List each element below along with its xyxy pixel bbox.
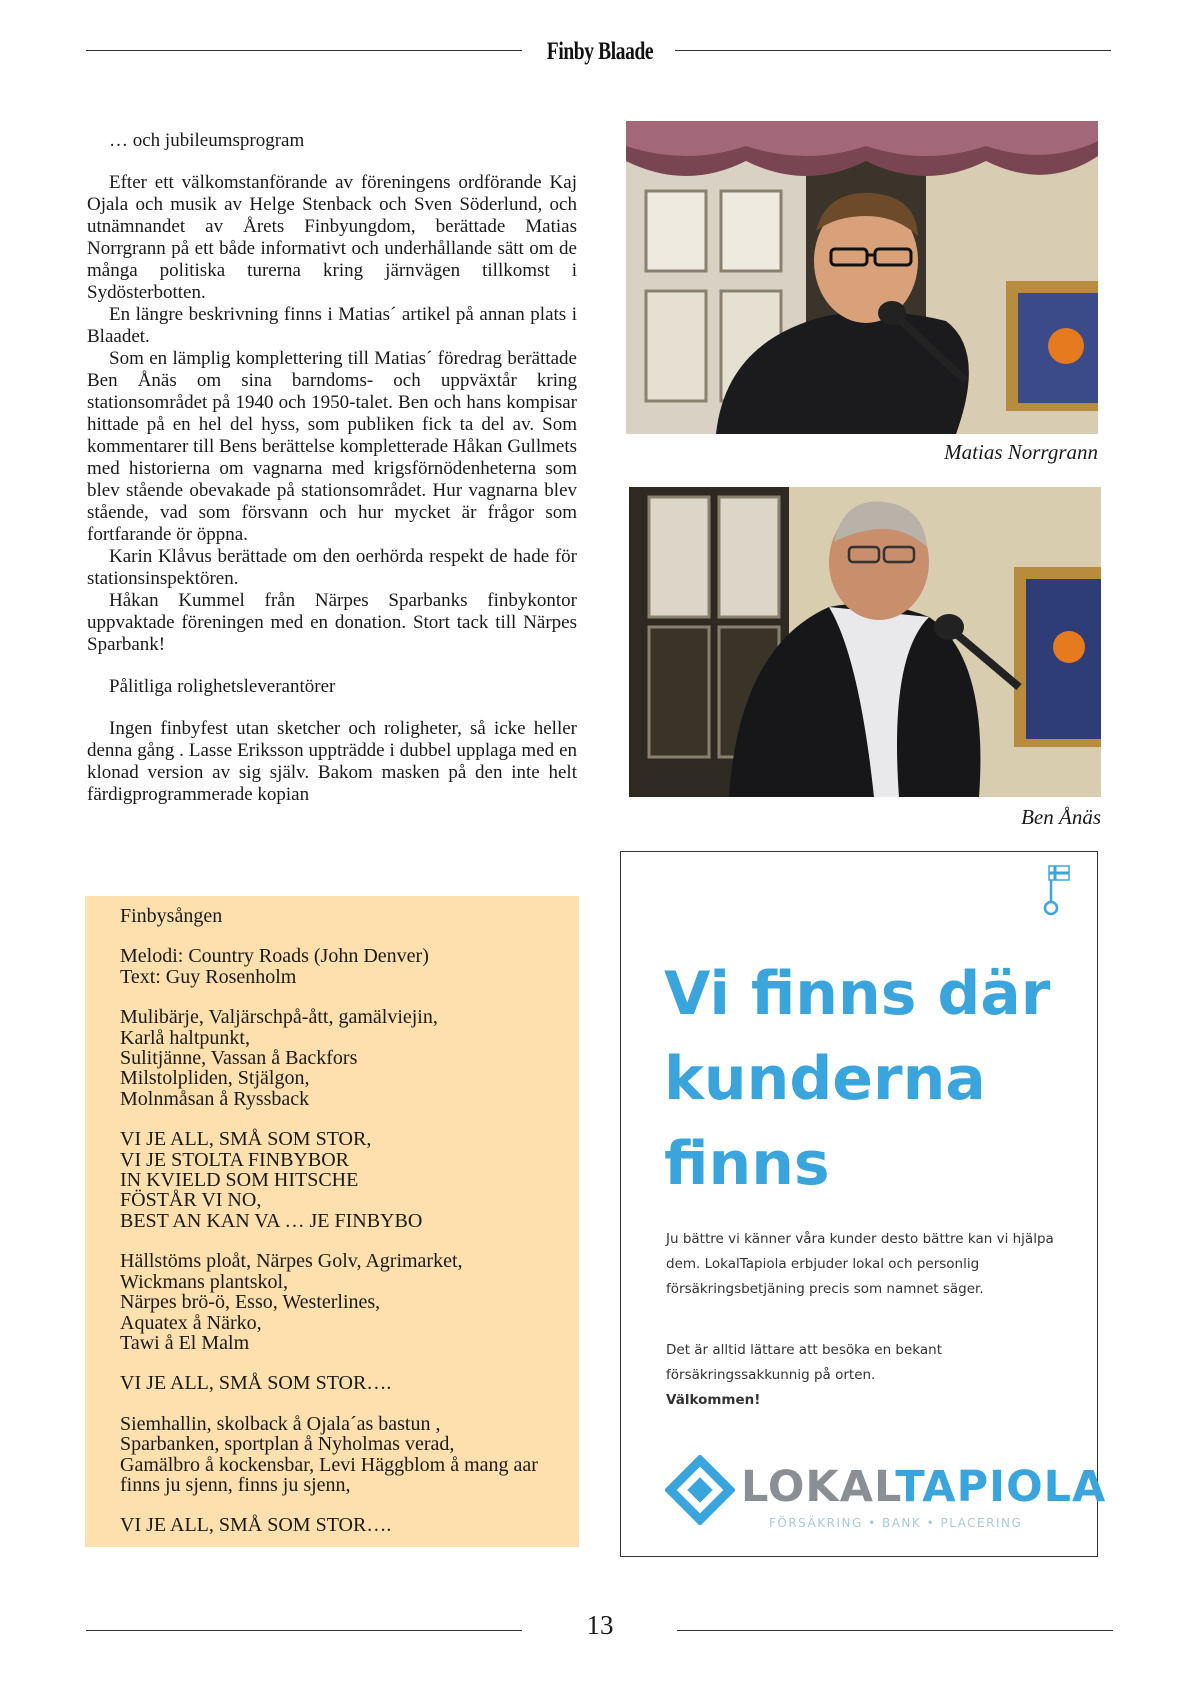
song-line: Sulitjänne, Vassan å Backfors [120, 1047, 358, 1070]
song-line: Molnmåsan å Ryssback [120, 1087, 310, 1110]
ad-body-text: Ju bättre vi känner våra kunder desto bättre kan vi hjälpa dem. LokalTapiola erbjuder lokal och personlig försäkringsbetjäning precis som namnet säger. [666, 1231, 1054, 1297]
song-stanza [120, 946, 579, 987]
song-line: Karlå haltpunkt, [120, 1026, 250, 1049]
masthead-title: Finby Blaade [546, 38, 654, 65]
song-line: Gamälbro å kockensbar, Levi Häggblom å mang aar [120, 1453, 538, 1476]
song-stanza [120, 1373, 579, 1393]
article-paragraph: Håkan Kummel från Närpes Sparbanks finbykontor uppvaktade föreningen med en donation. Stort tack till Närpes Sparbank! [87, 590, 577, 655]
song-stanza [120, 1251, 579, 1353]
article-paragraph: En längre beskrivning finns i Matias´ artikel på annan plats i Blaadet. [87, 304, 577, 347]
song-line: Sparbanken, sportplan å Nyholmas verad, [120, 1433, 455, 1456]
article-paragraph: Karin Klåvus berättade om den oerhörda respekt de hade för stationsinspektören. [87, 546, 577, 589]
song-title: Finbysången [120, 905, 223, 927]
ad-brand-name [741, 1462, 1106, 1512]
song-line: Wickmans plantskol, [120, 1270, 289, 1293]
ad-body-text: Det är alltid lättare att besöka en bekant försäkringssakkunnig på orten. [666, 1342, 943, 1383]
article-subheading: Pålitliga rolighetsleverantörer [109, 676, 336, 697]
song-line: Milstolpliden, Stjälgon, [120, 1067, 310, 1090]
ad-brand-part: LOKAL [741, 1462, 896, 1512]
song-line: IN KVIELD SOM HITSCHE [120, 1169, 359, 1192]
article-paragraph: Efter ett välkomstanförande av föreningens ordförande Kaj Ojala och musik av Helge Stenback och Sven Söderlund, och utnämnandet av Årets Finbyungdom, berättade Matias Norrgrann på ett både informativt och underhållande sätt om de många politiska turerna kring järnvägen tillkomst i Sydösterbotten. [87, 172, 577, 303]
ad-headline [664, 952, 1084, 1207]
photo-caption-2: Ben Ånäs [1021, 805, 1101, 829]
article-heading: … och jubileumsprogram [109, 130, 305, 151]
article-body-2 [87, 718, 577, 806]
page-number: 13 [586, 1610, 614, 1640]
lokaltapiola-advertisement[interactable] [620, 851, 1107, 1557]
ad-welcome: Välkommen! [666, 1392, 761, 1408]
key-flag-icon [1041, 864, 1077, 920]
photo-speaker-2 [629, 487, 1101, 797]
song-line: Aquatex å Närko, [120, 1311, 262, 1334]
photo-caption-1: Matias Norrgrann [944, 440, 1098, 464]
header-rule-right [675, 50, 1111, 51]
ad-brand-part: TAPIOLA [895, 1462, 1107, 1512]
song-line: Tawi å El Malm [120, 1331, 250, 1354]
photo-illustration [626, 121, 1098, 434]
song-line: Melodi: Country Roads (John Denver) [120, 945, 429, 968]
song-box [85, 896, 579, 1547]
song-line: VI JE ALL, SMÅ SOM STOR…. [120, 1514, 392, 1537]
article-paragraph: Ingen finbyfest utan sketcher och roligheter, så icke heller denna gång . Lasse Eriksson uppträdde i dubbel upplaga med en klonad version av sig själv. Bakom masken på den inte helt färdigprogrammerade kopian [87, 718, 577, 805]
song-line: FÖSTÅR VI NO, [120, 1189, 262, 1212]
song-stanza [120, 1007, 579, 1109]
ad-headline-line: kunderna [664, 1044, 986, 1114]
song-line: Text: Guy Rosenholm [120, 965, 297, 988]
footer-rule-right [677, 1630, 1113, 1631]
article-paragraph: Som en lämplig komplettering till Matias´ föredrag berättade Ben Ånäs om sina barndoms- och uppväxtår kring stationsområdet på 1940 och 1950-talet. Ben och hans kompisar hittade på en hel del hyss, som publiken fick ta del av. Som kommentarer till Bens berättelse kompletterade Håkan Gullmets med historierna om vagnarna med krigsförnödenheterna som blev stående obevakade på stationsområdet. Hur vagnarna blev stående, vad som försvann och hur mycket är frågor som fortfarande ör öppna. [87, 348, 577, 545]
song-line: VI JE ALL, SMÅ SOM STOR…. [120, 1372, 392, 1395]
ad-headline-line: Vi finns där [664, 959, 1051, 1029]
song-line: BEST AN KAN VA … JE FINBYBO [120, 1209, 423, 1232]
lokaltapiola-logo-icon [665, 1455, 735, 1529]
footer-rule-left [86, 1630, 522, 1631]
ad-headline-line: finns [664, 1129, 830, 1199]
song-line: VI JE STOLTA FINBYBOR [120, 1148, 349, 1171]
photo-illustration [629, 487, 1101, 797]
article-body [87, 172, 577, 656]
song-line: Siemhallin, skolback å Ojala´as bastun , [120, 1412, 441, 1435]
song-line: Hällstöms ploåt, Närpes Golv, Agrimarket, [120, 1250, 463, 1273]
song-line: Mulibärje, Valjärschpå-ått, gamälviejin, [120, 1006, 438, 1029]
song-stanza [120, 1129, 579, 1231]
song-line: VI JE ALL, SMÅ SOM STOR, [120, 1128, 372, 1151]
song-line: Närpes brö-ö, Esso, Westerlines, [120, 1291, 381, 1314]
photo-speaker-1 [626, 121, 1098, 434]
song-stanza [120, 1515, 579, 1535]
song-line: finns ju sjenn, finns ju sjenn, [120, 1473, 351, 1496]
header-rule-left [86, 50, 522, 51]
ad-tagline: FÖRSÄKRING • BANK • PLACERING [769, 1516, 1023, 1530]
article-column [87, 130, 577, 806]
song-stanza [120, 1414, 579, 1496]
